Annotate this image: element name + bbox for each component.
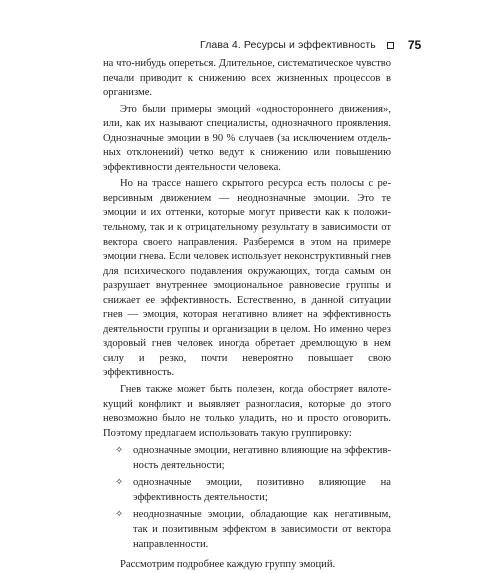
running-header [200,38,421,52]
list-item [103,476,391,505]
diamond-bullet-icon: ✧ [115,445,124,457]
list-item-text: однозначные эмоции, негативно влияющие на эффективность деятельности; [133,445,391,471]
paragraph-1: на что-нибудь опереться. Длительное, систематическое чувство печали приводит к снижению всех жизненных процессов в организме. [103,58,391,99]
paragraph-4: Гнев также может быть полезен, когда обостряет вялотекущий конфликт и выявляет разногласия, которые до этого невозможно было не только уладить, но и просто оговорить. Поэтому предлагаем использовать такую группировку: [103,384,391,439]
paragraph-5: Рассмотрим подробнее каждую группу эмоций. [120,559,336,571]
grouping-list [103,444,391,552]
square-marker-icon [387,42,394,49]
list-item [103,444,391,473]
diamond-bullet-icon: ✧ [115,477,124,489]
paragraph-3: Но на трассе нашего скрытого ресурса есть полосы с реверсивным движением — неоднозначные эмоции. Это те эмоции и их оттенки, которые могут привести как к положительному, так и к отрицательному результату в зависимости от вектора своего направления. Разберемся в этом на примере эмоции гнева. Если человек использует неконструктивный гнев для психического подавления окружающих, тогда самым он разрушает внутреннее эмоциональное равновесие группы и снижает ее эффективность. Естественно, в данной ситуации гнев — эмоция, которая негативно влияет на эффективность деятельности группы и организации в целом. Но именно через здоровый гнев человек иногда обретает дремлющую в нем силу и резко, почти невероятно повышает свою эффективность. [103,178,391,379]
page-number: 75 [407,38,422,52]
body-text [103,57,391,573]
list-item [103,508,391,552]
chapter-title: Глава 4. Ресурсы и эффективность [200,39,376,51]
list-item-text: неоднозначные эмоции, обладающие как негативным, так и позитивным эффектом в зависимости от вектора направленности. [133,509,391,550]
list-item-text: однозначные эмоции, позитивно влияющие на эффективность деятельности; [133,477,391,503]
paragraph-2: Это были примеры эмоций «одностороннего движения», или, как их называют специалисты, однозначного проявления. Однозначные эмоции в 90 % случаев (за исключением отдельных отклонений) четко ведут к снижению или повышению эффективности деятельности человека. [103,103,391,173]
diamond-bullet-icon: ✧ [115,509,124,521]
